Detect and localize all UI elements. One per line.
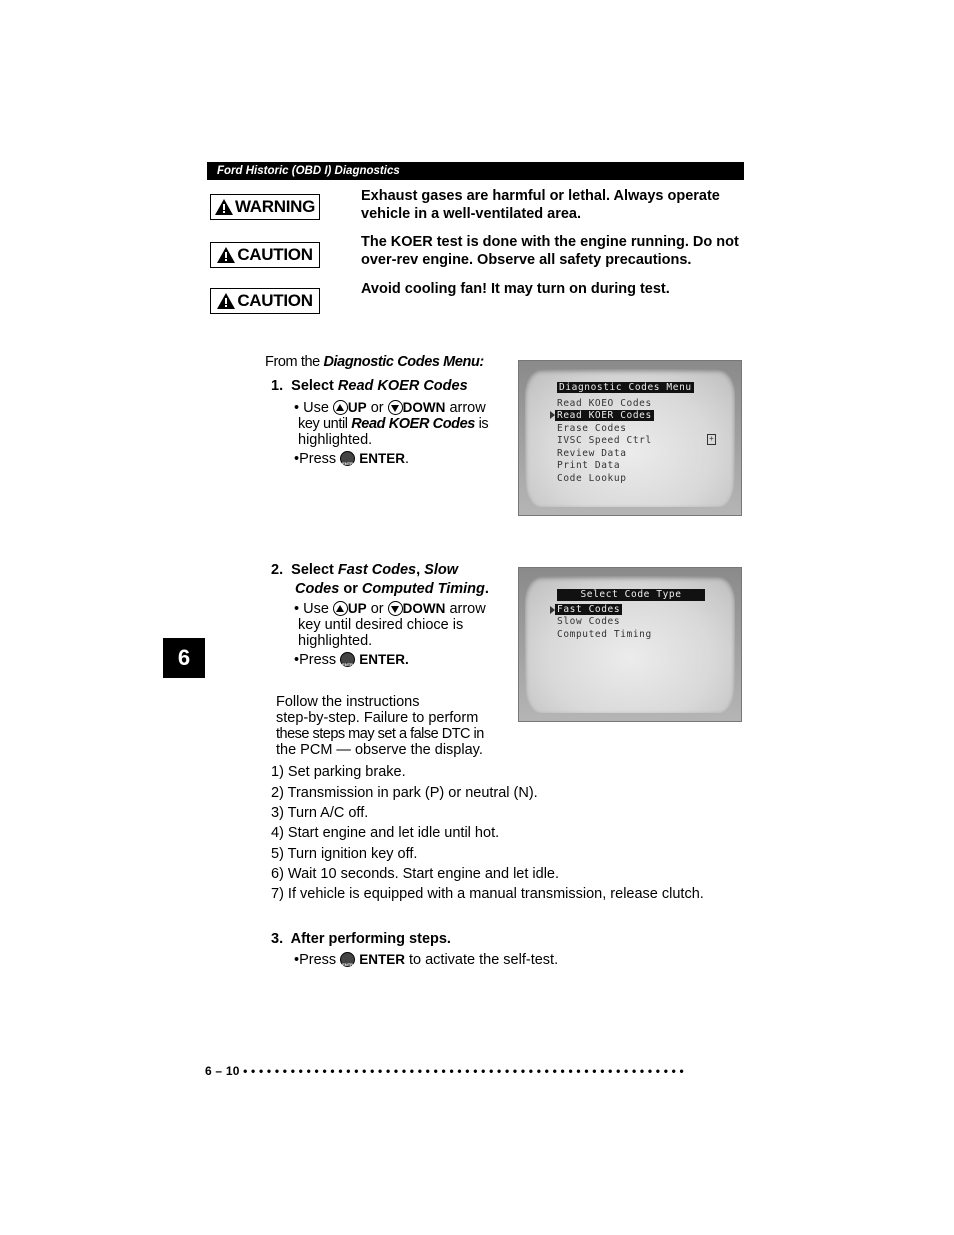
lcd-menu-title: Diagnostic Codes Menu bbox=[559, 382, 692, 393]
list-item: 3) Turn A/C off. bbox=[271, 805, 369, 821]
lcd-menu-item[interactable]: Slow Codes bbox=[557, 616, 621, 627]
lcd-menu-item[interactable]: Read KOEO Codes bbox=[557, 397, 652, 409]
lcd-menu-item[interactable]: Erase Codes bbox=[557, 422, 627, 434]
page-footer bbox=[205, 1064, 684, 1078]
scan-tool-screen-code-type bbox=[518, 567, 742, 722]
list-item: 6) Wait 10 seconds. Start engine and let idle. bbox=[271, 866, 560, 882]
down-arrow-key-icon bbox=[388, 601, 403, 616]
step3-title: 3. After performing steps. bbox=[271, 931, 451, 947]
caution-triangle-icon bbox=[217, 247, 235, 263]
enter-key-icon bbox=[340, 451, 355, 466]
caution-text-fan: Avoid cooling fan! It may turn on during test. bbox=[361, 281, 670, 297]
caution-label-fan bbox=[210, 288, 320, 314]
list-item: 2) Transmission in park (P) or neutral (N). bbox=[271, 785, 538, 801]
warning-text: Exhaust gases are harmful or lethal. Always operate vehicle in a well-ventilated area. bbox=[361, 188, 720, 222]
plus-icon: + bbox=[707, 434, 716, 445]
up-arrow-key-icon bbox=[333, 400, 348, 415]
caution-label bbox=[210, 242, 320, 268]
lcd-menu-item-selected[interactable]: Read KOER Codes bbox=[557, 410, 652, 421]
selection-cursor-icon bbox=[550, 606, 555, 614]
instructions-paragraph: Follow the instructions step-by-step. Failure to perform these steps may set a false DTC in the PCM — observe the display. bbox=[276, 694, 484, 758]
lcd-menu-item[interactable]: Code Lookup bbox=[557, 472, 627, 484]
step1-instructions: • Use UP or DOWN arrow key until Read KOER Codes is highlighted. •Press ENTR ENTER. bbox=[294, 400, 514, 467]
warning-triangle-icon bbox=[215, 199, 233, 215]
scan-tool-screen-diagnostic-menu bbox=[518, 360, 742, 516]
menu-name: Diagnostic Codes Menu: bbox=[323, 354, 484, 370]
list-item: 1) Set parking brake. bbox=[271, 764, 406, 780]
intro-line: From the Diagnostic Codes Menu: bbox=[265, 354, 484, 370]
lcd-menu-item[interactable]: Computed Timing bbox=[557, 628, 652, 640]
caution-label-text: CAUTION bbox=[237, 245, 313, 264]
lcd-menu-title: Select Code Type bbox=[580, 589, 682, 600]
list-item: 4) Start engine and let idle until hot. bbox=[271, 825, 500, 841]
warning-label bbox=[210, 194, 320, 220]
enter-key-icon bbox=[340, 652, 355, 667]
caution-label-text: CAUTION bbox=[237, 291, 313, 310]
enter-key-icon bbox=[340, 952, 355, 967]
chapter-tab: 6 bbox=[163, 638, 205, 678]
running-header: Ford Historic (OBD I) Diagnostics bbox=[207, 162, 744, 180]
lcd-menu-item[interactable]: Review Data bbox=[557, 447, 627, 459]
footer-dots: • • • • • • • • • • • • • • • • • • • • • • • • • • • • • • • • • • • • • • • • • • • • • • • • • • • • • • • • bbox=[243, 1064, 684, 1078]
caution-text-koer: The KOER test is done with the engine running. Do not over-rev engine. Observe all safety precautions. bbox=[361, 234, 739, 268]
lcd-menu-item[interactable]: IVSC Speed Ctrl bbox=[557, 435, 652, 446]
step3-instruction: •Press ENTR ENTER to activate the self-test. bbox=[294, 952, 558, 968]
step2-instructions: • Use UP or DOWN arrow key until desired chioce is highlighted. •Press ENTR ENTER. bbox=[294, 601, 514, 668]
page-number: 6 – 10 bbox=[205, 1064, 240, 1078]
step2-title: 2. Select Fast Codes, Slow Codes or Computed Timing. bbox=[271, 562, 489, 597]
step1-title: 1. Select Read KOER Codes bbox=[271, 378, 468, 394]
list-item: 5) Turn ignition key off. bbox=[271, 846, 418, 862]
lcd-menu-item[interactable]: Print Data bbox=[557, 460, 621, 471]
list-item: 7) If vehicle is equipped with a manual transmission, release clutch. bbox=[271, 886, 704, 902]
warning-label-text: WARNING bbox=[234, 197, 316, 216]
up-arrow-key-icon bbox=[333, 601, 348, 616]
lcd-menu-item-selected[interactable]: Fast Codes bbox=[557, 603, 621, 615]
caution-triangle-icon bbox=[217, 293, 235, 309]
selection-cursor-icon bbox=[550, 411, 555, 419]
down-arrow-key-icon bbox=[388, 400, 403, 415]
